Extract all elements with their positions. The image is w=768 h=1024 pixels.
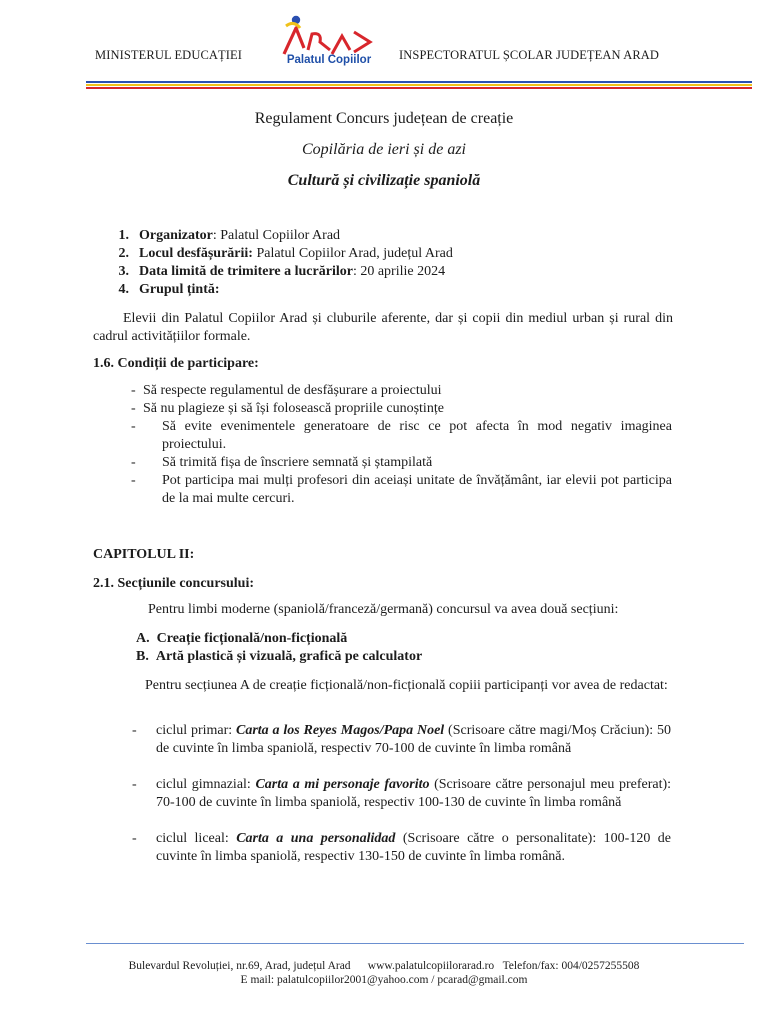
list-item: - Să nu plagieze și să își folosească propriile cunoștințe xyxy=(131,401,444,416)
list-item: - Pot participa mai mulți profesori din aceiași unitate de învățământ, iar elevii pot participa de la mai multe cercuri. xyxy=(131,473,672,506)
section-b: B. Artă plastică și vizuală, grafică pe calculator xyxy=(136,649,423,664)
section-a: A. Creație ficțională/non-ficțională xyxy=(136,631,348,646)
list-item: - Să evite evenimentele generatoare de risc ce pot afecta în mod negativ imaginea proiectului. xyxy=(131,419,672,452)
conditions-heading: 1.6. Condiții de participare: xyxy=(93,356,259,371)
sections-intro: Pentru limbi moderne (spaniolă/franceză/germană) concursul va avea două secțiuni: xyxy=(148,602,619,617)
header-rule-blue xyxy=(86,81,752,83)
list-item: - ciclul primar: Carta a los Reyes Magos/Papa Noel (Scrisoare către magi/Moș Crăciun): 50 de cuvinte în limba spaniolă, respectiv 70-100 de cuvinte în limba română xyxy=(132,723,672,756)
competition-name: Copilăria de ieri și de azi xyxy=(302,141,466,158)
ministry-name: MINISTERUL EDUCAȚIEI xyxy=(95,48,243,62)
document-page: MINISTERUL EDUCAȚIEI Palatul Copiilor INSPECTORATUL ȘCOLAR JUDEȚEAN ARAD Regulament Concurs județean de creație Copilăria de ieri și de azi Cultură și civilizație spaniolă 1. Organizator: Palatul Copiilor Arad 2. Locul desfășurării: Palatul Copiilor Arad, județul Arad 3. Data limită de trimitere a lucrărilor: 20 aprilie 2024 4. Grupul țintă: Elevii din Palatul Copiilor Arad și cluburile aferente, dar și copii din mediul urban și rural din cadrul activitățiilor formale. 1.6. Condiții de participare: - Să respecte regulamentul de desfășurare a proiectului - Să nu plagieze și să își folosească propriile cunoștințe - Să evite evenimentele generatoare de risc ce pot afecta în mod negativ imaginea proiectului. - Să trimită fișa de înscriere semnată și ștampilată - Pot participa mai mulți profesori din aceiași unitate de învățământ, iar elevii pot participa de la mai multe cercuri. CAPITOLUL II: 2.1. Secțiunile concursului: Pentru limbi moderne (spaniolă/franceză/germană) concursul va avea două secțiuni: A. Creație ficțională/non-ficțională B. Artă plastică și vizuală, grafică pe calculator Pentru secțiunea A de creație ficțională/non-ficțională copiii participanți vor avea de redactat: - ciclul primar: Carta a los Reyes Magos/Papa Noel (Scrisoare către magi/Moș Crăciun): 50 de cuvinte în limba spaniolă, respectiv 70-100 de cuvinte în limba română - ciclul gimnazial: Carta a mi personaje favorito (Scrisoare către personajul meu preferat): 70-100 de cuvinte în limba spaniolă, respectiv 100-130 de cuvinte în limba română - ciclul liceal: Carta a una personalidad (Scrisoare către o personalitate): 100-120 de cuvinte în limba spaniolă, respectiv 130-150 de cuvinte în limba română. Bulevardul Revoluției, nr.69, Arad, județul Arad www.palatulcopiilorarad.ro Telefon/fax: 004/0257255508 E mail: palatulcopiilor2001@yahoo.com / pcarad@gmail.com xyxy=(0,0,768,1024)
inspectorate-name: INSPECTORATUL ȘCOLAR JUDEȚEAN ARAD xyxy=(399,48,660,62)
footer-address: Bulevardul Revoluției, nr.69, Arad, județul Arad www.palatulcopiilorarad.ro Telefon/fax: 004/0257255508 xyxy=(128,960,640,972)
header-rule-yellow xyxy=(86,84,752,86)
footer-rule xyxy=(86,943,744,944)
competition-theme: Cultură și civilizație spaniolă xyxy=(287,172,481,189)
logo-text: Palatul Copiilor xyxy=(286,54,372,66)
sections-heading: 2.1. Secțiunile concursului: xyxy=(93,576,255,591)
list-item: - ciclul gimnazial: Carta a mi personaje favorito (Scrisoare către personajul meu preferat): 70-100 de cuvinte în limba spaniolă, respectiv 100-130 de cuvinte în limba română xyxy=(132,777,672,810)
footer-email: E mail: palatulcopiilor2001@yahoo.com / pcarad@gmail.com xyxy=(240,974,528,986)
list-item: - Să trimită fișa de înscriere semnată și ștampilată xyxy=(131,455,433,470)
list-item: - ciclul liceal: Carta a una personalidad (Scrisoare către o personalitate): 100-120 de cuvinte în limba spaniolă, respectiv 130-150 de cuvinte în limba română. xyxy=(132,831,671,864)
section-a-intro: Pentru secțiunea A de creație ficțională/non-ficțională copiii participanți vor avea de redactat: xyxy=(145,678,668,693)
target-group-paragraph: Elevii din Palatul Copiilor Arad și cluburile aferente, dar și copii din mediul urban și rural din cadrul activitățiilor formale. xyxy=(93,311,673,344)
chapter-heading: CAPITOLUL II: xyxy=(93,547,195,562)
list-item: - Să respecte regulamentul de desfășurare a proiectului xyxy=(131,383,442,398)
regulation-title: Regulament Concurs județean de creație xyxy=(254,110,514,127)
header-rule-red xyxy=(86,87,752,89)
